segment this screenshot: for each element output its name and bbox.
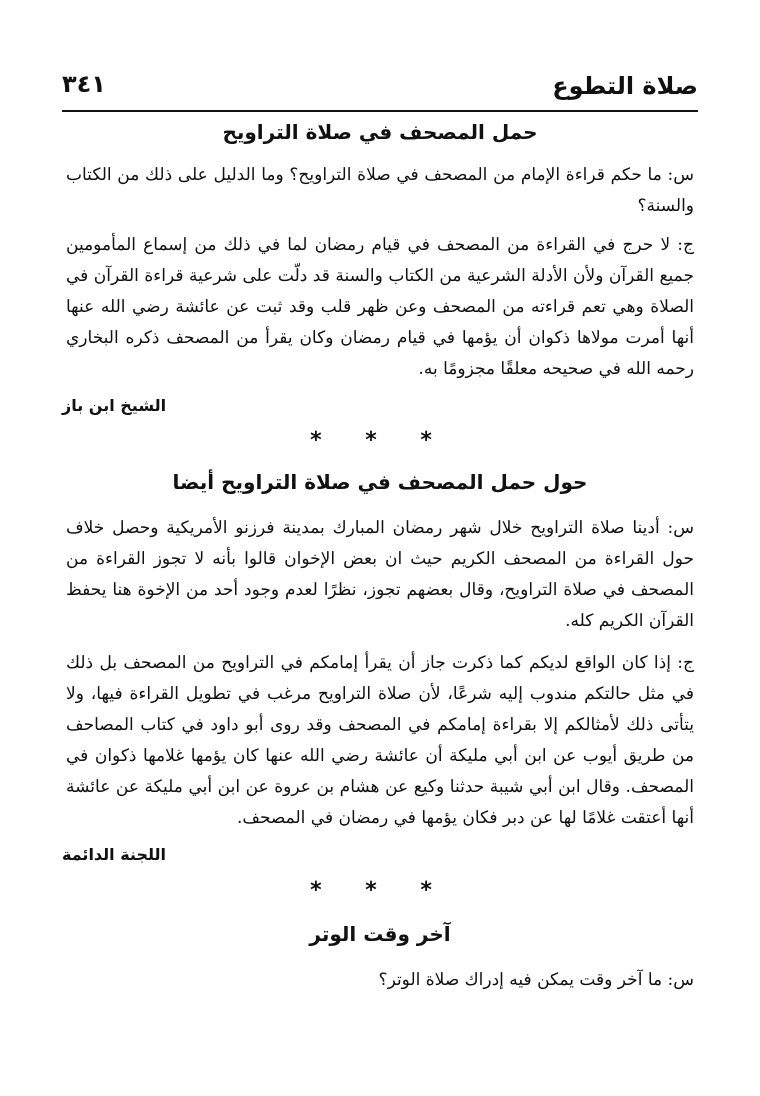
signature: الشيخ ابن باز [62, 396, 167, 415]
question-paragraph: س: أدينا صلاة التراويح خلال شهر رمضان المبارك بمدينة فرزنو الأمريكية وحصل خلاف حول القراءة من المصحف الكريم حيث ان بعض الإخوان قالوا بأنه لا تجوز القراءة من المصحف في صلاة التراويح، وقال بعضهم تجوز، نظرًا لعدم وجود أحد من الإخوة هنا يحفظ القرآن الكريم كله. [66, 518, 694, 631]
signature: اللجنة الدائمة [62, 845, 167, 864]
answer-paragraph: ج: إذا كان الواقع لديكم كما ذكرت جاز أن يقرأ إمامكم في التراويح من المصحف بل ذلك في مثل حالتكم مندوب إليه شرعًا، لأن صلاة التراويح مرغب في تطويل القراءة فيها، ولا يتأتى ذلك لأمثالكم إلا بقراءة إمامكم في المصحف وقد روى أبو داود في كتاب المصاحف من طريق أيوب عن ابن أبي مليكة أن عائشة رضي الله عنها كان يؤمها غلامها ذكوان في المصحف. وقال ابن أبي شيبة حدثنا وكيع عن هشام بن عروة عن ابن أبي مليكة عن عائشة أنها أعتقت غلامًا لها عن دبر فكان يؤمها في رمضان في المصحف. [66, 653, 694, 828]
page-header [62, 62, 698, 112]
answer-paragraph: ج: لا حرج في القراءة من المصحف في قيام رمضان لما في ذلك من إسماع المأمومين جميع القرآن ولأن الأدلة الشرعية من الكتاب والسنة قد دلّت على شرعية قراءة القرآن في الصلاة وهي تعم قراءته من المصحف وعن ظهر قلب وقد ثبت عن عائشة رضي الله عنها أنها أمرت مولاها ذكوان أن يؤمها في قيام رمضان وكان يقرأ من المصحف ذكره البخاري رحمه الله في صحيحه معلقًا مجزومًا به. [66, 235, 694, 379]
section-title: آخر وقت الوتر [309, 922, 451, 946]
running-title: صلاة التطوع [552, 72, 698, 100]
question-paragraph: س: ما حكم قراءة الإمام من المصحف في صلاة التراويح؟ وما الدليل على ذلك من الكتاب والسنة؟ [66, 165, 694, 216]
section-title: حمل المصحف في صلاة التراويح [222, 120, 538, 144]
section-title: حول حمل المصحف في صلاة التراويح أيضا [172, 470, 588, 494]
question-paragraph: س: ما آخر وقت يمكن فيه إدراك صلاة الوتر؟ [378, 970, 694, 990]
page-number: ٣٤١ [62, 70, 106, 98]
separator-stars: * * * [310, 878, 450, 903]
separator-stars: * * * [310, 428, 450, 453]
